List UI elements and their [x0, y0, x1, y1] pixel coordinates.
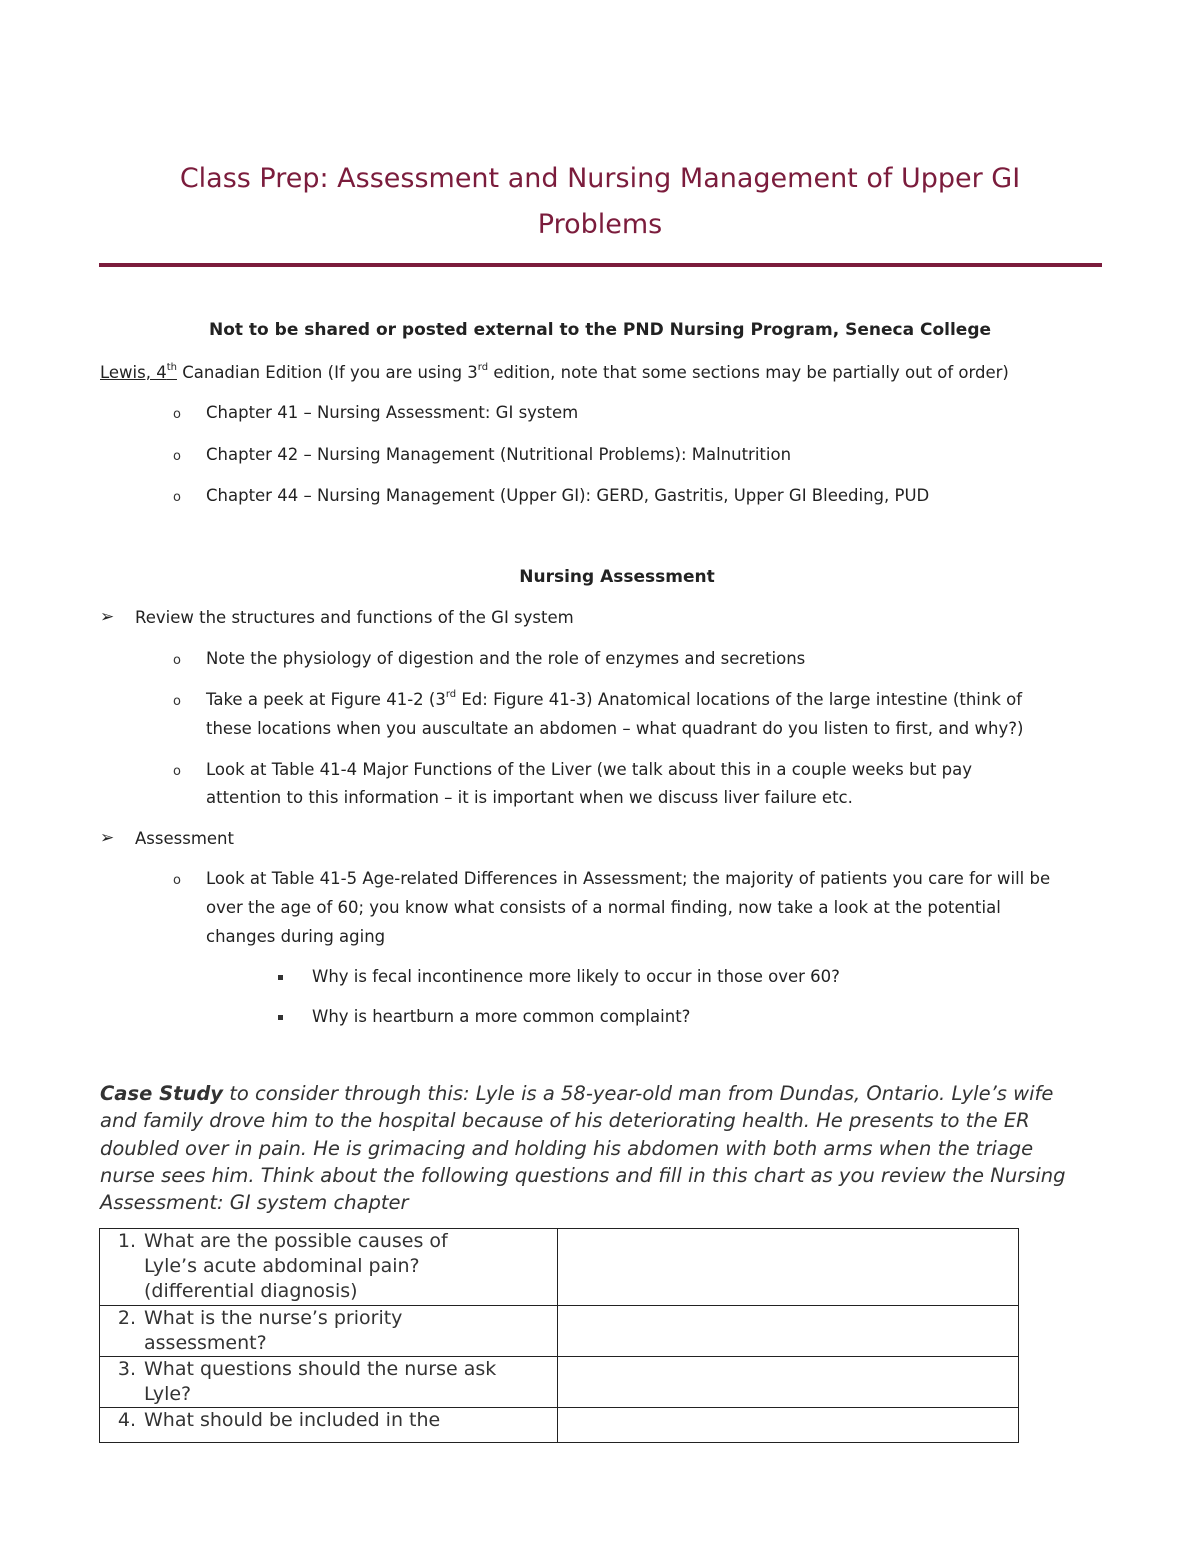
- review-label: Review the structures and functions of the GI system: [135, 608, 574, 627]
- circle-bullet: o: [173, 873, 181, 888]
- question-number: 2.: [117, 1307, 136, 1329]
- question-number: 1.: [117, 1230, 136, 1252]
- assessment-item-continued: changes during aging: [206, 927, 386, 946]
- confidentiality-notice: Not to be shared or posted external to the PND Nursing Program, Seneca College: [208, 320, 992, 340]
- document-title: [100, 156, 1100, 248]
- section-heading: Nursing Assessment: [519, 567, 715, 587]
- document-title-line-1: Class Prep: Assessment and Nursing Management of Upper GI: [179, 163, 1021, 194]
- assessment-label: Assessment: [135, 829, 234, 848]
- table-row: [100, 1357, 1019, 1408]
- question-text: What are the possible causes of Lyle’s acute abdominal pain? (differential diagnosis): [144, 1230, 448, 1302]
- question-cell: [100, 1306, 558, 1357]
- assessment-subitem: Why is heartburn a more common complaint?: [312, 1007, 691, 1026]
- square-bullet: [278, 1015, 283, 1020]
- review-item-continued: these locations when you auscultate an abdomen – what quadrant do you listen to first, and why?): [206, 719, 1024, 738]
- chapter-item: Chapter 41 – Nursing Assessment: GI system: [206, 403, 579, 422]
- table-row: [100, 1229, 1019, 1306]
- question-number: 3.: [117, 1358, 136, 1380]
- question-text: What questions should the nurse ask Lyle?: [144, 1358, 497, 1405]
- table-row: [100, 1306, 1019, 1357]
- review-item: Take a peek at Figure 41-2 (3rd Ed: Figure 41-3) Anatomical locations of the large intestine (think of: [206, 688, 1023, 709]
- textbook-link[interactable]: Lewis, 4th: [100, 361, 177, 382]
- chapter-item: Chapter 42 – Nursing Management (Nutritional Problems): Malnutrition: [206, 445, 792, 464]
- answer-cell[interactable]: [558, 1408, 1019, 1443]
- review-item-continued: attention to this information – it is important when we discuss liver failure etc.: [206, 788, 853, 807]
- assessment-item-continued: over the age of 60; you know what consists of a normal finding, now take a look at the potential: [206, 898, 1001, 917]
- review-item: Note the physiology of digestion and the role of enzymes and secretions: [206, 649, 806, 668]
- answer-cell[interactable]: [558, 1306, 1019, 1357]
- answer-cell[interactable]: [558, 1357, 1019, 1408]
- circle-bullet: o: [173, 449, 181, 464]
- circle-bullet: o: [173, 407, 181, 422]
- case-study-table: [99, 1228, 1019, 1443]
- assessment-item: Look at Table 41-5 Age-related Differences in Assessment; the majority of patients you care for will be: [206, 869, 1051, 888]
- arrow-bullet-icon: ➢: [100, 607, 115, 627]
- case-study-label: Case Study: [100, 1082, 224, 1105]
- circle-bullet: o: [173, 694, 181, 709]
- textbook-edition-text: Canadian Edition (If you are using 3rd edition, note that some sections may be partially out of order): [176, 361, 1009, 382]
- textbook-reference: [100, 363, 1009, 383]
- arrow-bullet-icon: ➢: [100, 828, 115, 848]
- question-cell: [100, 1357, 558, 1408]
- question-cell: [100, 1408, 558, 1443]
- table-row: [100, 1408, 1019, 1443]
- document-title-line-2: Problems: [537, 209, 663, 240]
- assessment-subitem: Why is fecal incontinence more likely to occur in those over 60?: [312, 967, 840, 986]
- circle-bullet: o: [173, 653, 181, 668]
- case-study-text: to consider through this: Lyle is a 58-year-old man from Dundas, Ontario. Lyle’s wife and family drove him to the hospital because of his deteriorating health. He presents to the ER doubled over in pain. He is grimacing and holding his abdomen with both arms when the triage nurse sees him. Think about the following questions and fill in this chart as you review the Nursing Assessment: GI system chapter: [100, 1082, 1066, 1215]
- chapter-item: Chapter 44 – Nursing Management (Upper GI): GERD, Gastritis, Upper GI Bleeding, PUD: [206, 486, 930, 505]
- circle-bullet: o: [173, 764, 181, 779]
- question-cell: [100, 1229, 558, 1306]
- answer-cell[interactable]: [558, 1229, 1019, 1306]
- question-text: What should be included in the: [144, 1409, 441, 1431]
- circle-bullet: o: [173, 490, 181, 505]
- review-item: Look at Table 41-4 Major Functions of the Liver (we talk about this in a couple weeks but pay: [206, 760, 973, 779]
- square-bullet: [278, 975, 283, 980]
- title-divider: [99, 263, 1102, 267]
- question-text: What is the nurse’s priority assessment?: [144, 1307, 403, 1354]
- question-number: 4.: [117, 1409, 136, 1431]
- case-study-paragraph: [100, 1080, 1090, 1216]
